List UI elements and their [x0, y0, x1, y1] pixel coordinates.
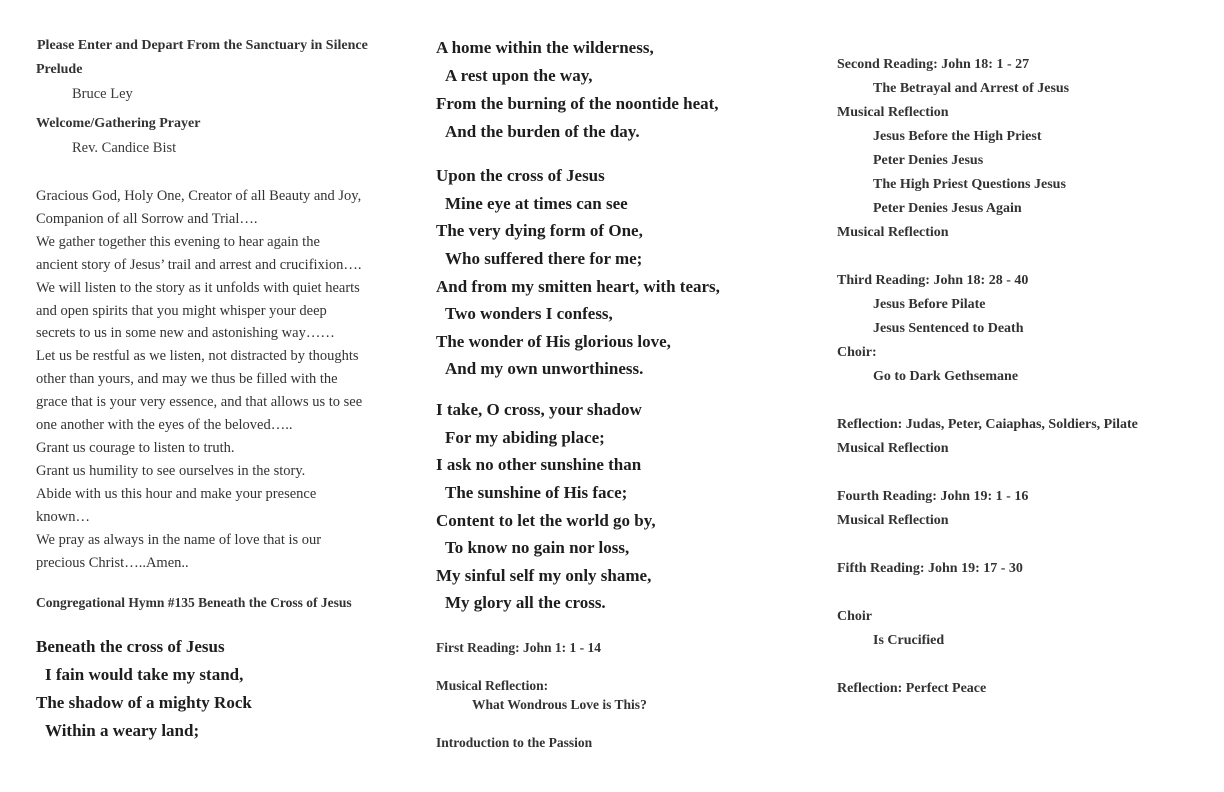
hymn-line: And from my smitten heart, with tears, [436, 277, 720, 296]
reflection: Reflection: Judas, Peter, Caiaphas, Soldiers, Pilate [837, 417, 1138, 432]
fourth-reading: Fourth Reading: John 19: 1 - 16 [837, 489, 1029, 504]
reading-section: Jesus Before Pilate [873, 297, 986, 312]
choir-label: Choir: [837, 345, 877, 360]
prayer-line: We gather together this evening to hear again the [36, 233, 320, 250]
prayer-line: precious Christ…..Amen.. [36, 554, 189, 571]
prayer-line: and open spirits that you might whisper your deep [36, 302, 327, 319]
prelude-label: Prelude [36, 62, 83, 77]
hymn-line: I ask no other sunshine than [436, 455, 642, 474]
hymn-line: Mine eye at times can see [445, 194, 628, 213]
choir-piece: Is Crucified [873, 633, 945, 648]
prayer-line: ancient story of Jesus’ trail and arrest and crucifixion…. [36, 256, 362, 273]
hymn-line: Upon the cross of Jesus [436, 166, 605, 185]
prayer-line: other than yours, and may we thus be filled with the [36, 371, 338, 388]
hymn-line: To know no gain nor loss, [445, 538, 630, 557]
prayer-line: Companion of all Sorrow and Trial…. [36, 210, 258, 227]
musical-reflection: Musical Reflection [837, 513, 949, 528]
hymn-line: The shadow of a mighty Rock [36, 693, 252, 712]
hymn-line: For my abiding place; [445, 428, 605, 447]
prayer-line: secrets to us in some new and astonishing way…… [36, 325, 335, 342]
hymn-line: Beneath the cross of Jesus [36, 637, 225, 656]
choir-label: Choir [837, 609, 872, 624]
hymn-line: A rest upon the way, [445, 66, 593, 85]
hymn-line: Two wonders I confess, [445, 304, 613, 323]
hymn-title: Congregational Hymn #135 Beneath the Cross of Jesus [36, 595, 352, 610]
gathering-prayer [36, 185, 362, 574]
welcome-label: Welcome/Gathering Prayer [36, 116, 201, 131]
reading-section: Peter Denies Jesus Again [873, 201, 1022, 216]
musical-reflection: Musical Reflection [837, 105, 949, 120]
prayer-line: Abide with us this hour and make your presence [36, 485, 317, 502]
reading-section: Jesus Sentenced to Death [873, 321, 1024, 336]
hymn-line: I take, O cross, your shadow [436, 400, 642, 419]
choir-piece: Go to Dark Gethsemane [873, 369, 1019, 384]
hymn-line: A home within the wilderness, [436, 38, 654, 57]
reading-section: The Betrayal and Arrest of Jesus [873, 81, 1070, 96]
musical-reflection-title: What Wondrous Love is This? [472, 697, 647, 712]
hymn-line: And the burden of the day. [445, 122, 640, 141]
hymn-line: My glory all the cross. [445, 593, 606, 612]
prayer-line: one another with the eyes of the beloved….. [36, 417, 293, 434]
prayer-line: We pray as always in the name of love that is our [36, 531, 322, 548]
hymn-line: The wonder of His glorious love, [436, 332, 671, 351]
welcome-leader: Rev. Candice Bist [72, 140, 177, 156]
fifth-reading: Fifth Reading: John 19: 17 - 30 [837, 561, 1023, 576]
prayer-line: Grant us courage to listen to truth. [36, 439, 235, 456]
third-reading: Third Reading: John 18: 28 - 40 [837, 273, 1029, 288]
musical-reflection: Musical Reflection [837, 441, 949, 456]
hymn-line: I fain would take my stand, [45, 665, 244, 684]
prayer-line: Let us be restful as we listen, not distracted by thoughts [36, 348, 359, 365]
musical-reflection-label: Musical Reflection: [436, 678, 549, 693]
first-reading: First Reading: John 1: 1 - 14 [436, 640, 601, 655]
reading-section: The High Priest Questions Jesus [873, 177, 1066, 192]
musical-reflection: Musical Reflection [837, 225, 949, 240]
prayer-line: known… [36, 508, 90, 525]
hymn-line: The sunshine of His face; [445, 483, 628, 502]
hymn-line: Content to let the world go by, [436, 511, 656, 530]
hymn-line: Within a weary land; [45, 721, 200, 740]
prayer-line: We will listen to the story as it unfolds with quiet hearts [36, 279, 360, 296]
reflection: Reflection: Perfect Peace [837, 681, 987, 696]
hymn-line: Who suffered there for me; [445, 249, 643, 268]
second-reading: Second Reading: John 18: 1 - 27 [837, 57, 1030, 72]
reading-section: Peter Denies Jesus [873, 153, 984, 168]
prayer-line: Grant us humility to see ourselves in the story. [36, 462, 306, 479]
prelude-performer: Bruce Ley [72, 86, 133, 102]
prayer-line: grace that is your very essence, and that allows us to see [36, 394, 363, 411]
reading-section: Jesus Before the High Priest [873, 129, 1042, 144]
hymn-line: From the burning of the noontide heat, [436, 94, 719, 113]
hymn-line: The very dying form of One, [436, 221, 643, 240]
entrance-note: Please Enter and Depart From the Sanctuary in Silence [37, 38, 368, 53]
intro-passion: Introduction to the Passion [436, 735, 593, 750]
hymn-line: My sinful self my only shame, [436, 566, 652, 585]
prayer-line: Gracious God, Holy One, Creator of all Beauty and Joy, [36, 188, 362, 204]
hymn-line: And my own unworthiness. [445, 359, 644, 378]
